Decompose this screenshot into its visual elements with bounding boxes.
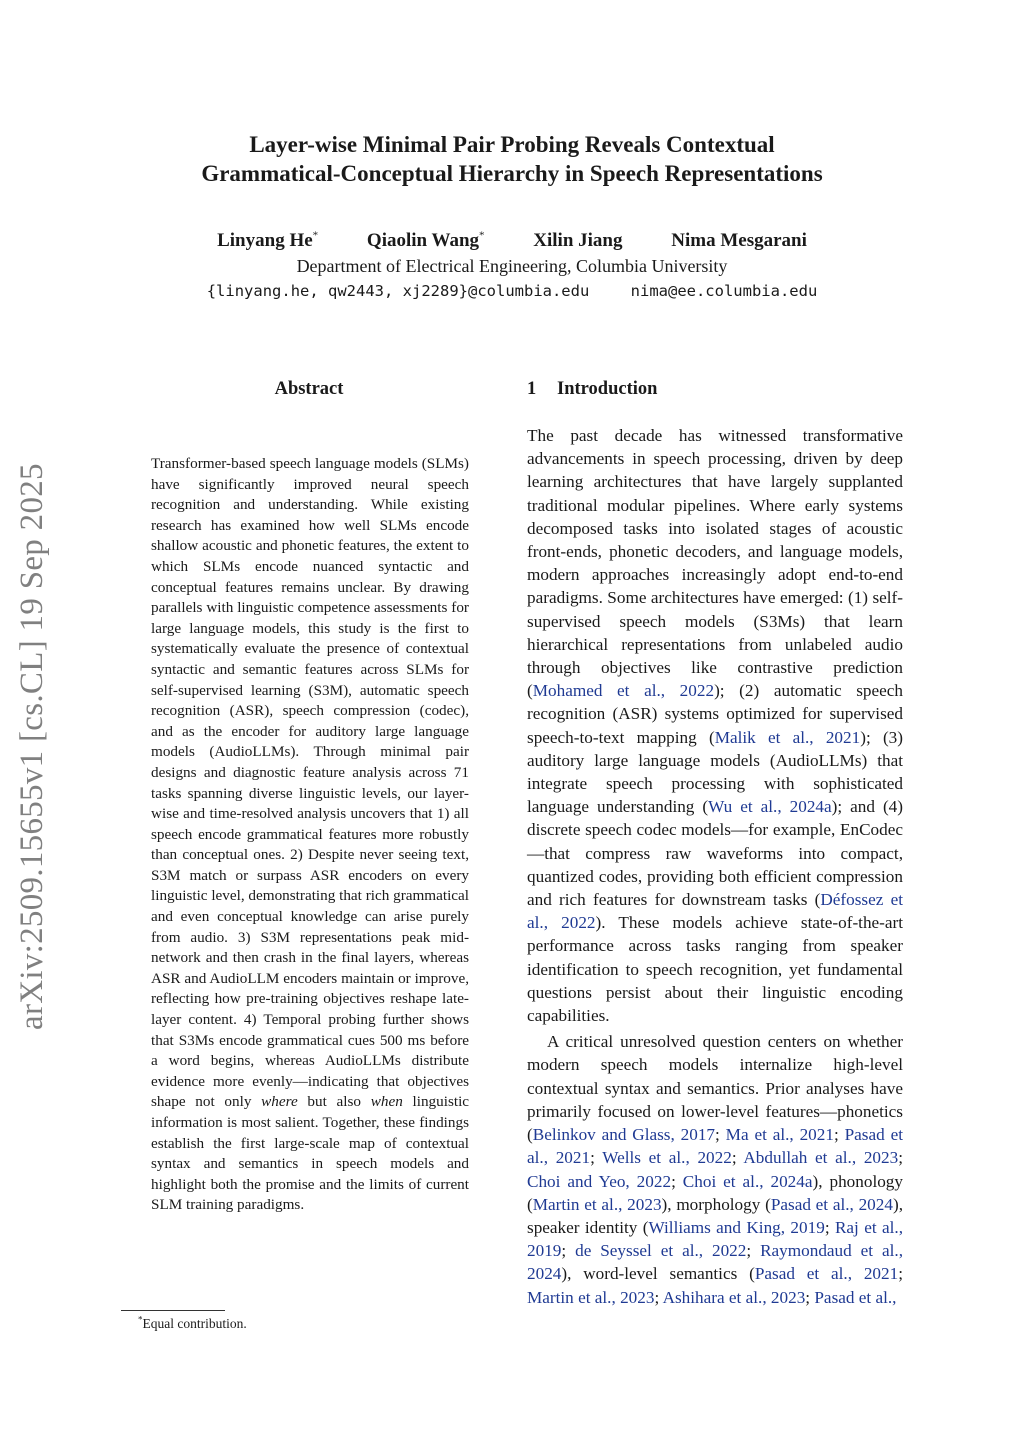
author: Xilin Jiang	[533, 230, 623, 251]
footnote: *Equal contribution.	[138, 1314, 247, 1331]
abstract-heading: Abstract	[274, 379, 344, 399]
author: Nima Mesgarani	[671, 230, 807, 251]
citation-link[interactable]: Ma et al., 2021	[725, 1125, 834, 1145]
introduction-body	[527, 424, 903, 1309]
citation-link[interactable]: Williams and King, 2019	[648, 1217, 825, 1237]
citation-link[interactable]: Martin et al., 2023	[532, 1194, 662, 1214]
citation-link[interactable]: Raj et al., 2019	[527, 1217, 903, 1261]
affiliation: Department of Electrical Engineering, Columbia University	[296, 256, 728, 276]
title-line-1: Layer-wise Minimal Pair Probing Reveals Contextual	[249, 132, 775, 157]
citation-link[interactable]: de Seyssel et al., 2022	[575, 1241, 747, 1261]
citation-link[interactable]: Pasad et al., 2021	[754, 1264, 899, 1284]
author: Linyang He*	[217, 229, 319, 251]
email[interactable]: {linyang.he, qw2443, xj2289}@columbia.edu	[206, 282, 590, 300]
citation-link[interactable]: Mohamed et al., 2022	[532, 681, 715, 701]
citation-link[interactable]: Malik et al., 2021	[714, 727, 861, 747]
paper-title	[0, 130, 1024, 188]
email[interactable]: nima@ee.columbia.edu	[630, 282, 818, 300]
email-list	[0, 280, 1024, 302]
citation-link[interactable]: Choi et al., 2024a	[682, 1171, 813, 1191]
title-line-2: Grammatical-Conceptual Hierarchy in Speech Representations	[201, 161, 823, 186]
footnote-rule	[121, 1310, 225, 1311]
citation-link[interactable]: Belinkov and Glass, 2017	[532, 1125, 716, 1145]
citation-link[interactable]: Choi and Yeo, 2022	[527, 1171, 672, 1191]
section-heading-introduction: 1 Introduction	[527, 379, 658, 399]
citation-link[interactable]: Raymondaud et al., 2024	[527, 1241, 904, 1284]
arxiv-stamp: arXiv:2509.15655v1 [cs.CL] 19 Sep 2025	[14, 463, 50, 1030]
citation-link[interactable]: Wu et al., 2024a	[708, 797, 832, 817]
citation-link[interactable]: Défossez et al., 2022	[527, 890, 903, 933]
citation-link[interactable]: Wells et al., 2022	[602, 1148, 732, 1168]
citation-link[interactable]: Ashihara et al., 2023	[662, 1287, 806, 1307]
citation-link[interactable]: Pasad et al.,	[814, 1287, 897, 1307]
paragraph: The past decade has witnessed transformative advancements in speech processing, driven by deep learning architectures that have largely supplanted traditional modular pipelines. Where early systems decomposed tasks into isolated stages of acoustic front-ends, phonetic decoders, and language models, modern approaches increasingly adopt end-to-end paradigms. Some architectures have emerged: (1) self-supervised speech models (S3Ms) that learn hierarchical representations from unlabeled audio through objectives like contrastive prediction (Mohamed et al., 2022); (2) automatic speech recognition (ASR) systems optimized for supervised speech-to-text mapping (Malik et al., 2021); (3) auditory large language models (AudioLLMs) that integrate speech processing with sophisticated language understanding (Wu et al., 2024a); and (4) discrete speech codec models—for example, EnCodec—that compress raw waveforms into compact, quantized codes, providing both efficient compression and rich features for downstream tasks (Défossez et al., 2022). These models achieve state-of-the-art performance across tasks ranging from speaker identification to speech recognition, yet fundamental questions persist about their linguistic encoding capabilities.	[527, 426, 904, 1026]
citation-link[interactable]: Pasad et al., 2024	[770, 1194, 893, 1214]
author-list	[0, 230, 1024, 252]
abstract-body: Transformer-based speech language models (SLMs) have significantly improved neural speech recognition and understanding. While existing research has examined how well SLMs encode shallow acoustic and phonetic features, the extent to which SLMs encode nuanced syntactic and conceptual features remains unclear. By drawing parallels with linguistic competence assessments for large language models, this study is the first to systematically evaluate the presence of contextual syntactic and semantic features across SLMs for self-supervised learning (S3M), automatic speech recognition (ASR), speech compression (codec), and as the encoder for auditory large language models (AudioLLMs). Through minimal pair designs and diagnostic feature analysis across 71 tasks spanning diverse linguistic levels, our layer-wise and time-resolved analysis uncovers that 1) all speech encode grammatical features more robustly than conceptual ones. 2) Despite never seeing text, S3M match or surpass ASR encoders on every linguistic level, demonstrating that rich grammatical and even conceptual knowledge can arise purely from audio. 3) S3M representations peak mid-network and then crash in the final layers, whereas ASR and AudioLLM encoders maintain or improve, reflecting how pre-training objectives reshape late-layer content. 4) Temporal probing further shows that S3Ms encode grammatical cues 500 ms before a word begins, whereas AudioLLMs distribute evidence more evenly—indicating that objectives shape not only where but also when linguistic information is most salient. Together, these findings establish the first large-scale map of contextual syntax and semantics in speech models and highlight both the promise and the limits of current SLM training paradigms.	[151, 455, 470, 1214]
citation-link[interactable]: Abdullah et al., 2023	[743, 1148, 899, 1168]
paragraph: A critical unresolved question centers on whether modern speech models internalize high-level contextual syntax and semantics. Prior analyses have primarily focused on lower-level features—phonetics (Belinkov and Glass, 2017; Ma et al., 2021; Pasad et al., 2021; Wells et al., 2022; Abdullah et al., 2023; Choi and Yeo, 2022; Choi et al., 2024a), phonology (Martin et al., 2023), morphology (Pasad et al., 2024), speaker identity (Williams and King, 2019; Raj et al., 2019; de Seyssel et al., 2022; Raymondaud et al., 2024), word-level semantics (Pasad et al., 2021; Martin et al., 2023; Ashihara et al., 2023; Pasad et al.,	[527, 1032, 904, 1307]
citation-link[interactable]: Pasad et al., 2021	[527, 1125, 903, 1168]
citation-link[interactable]: Martin et al., 2023	[527, 1287, 655, 1307]
author: Qiaolin Wang*	[366, 229, 485, 251]
